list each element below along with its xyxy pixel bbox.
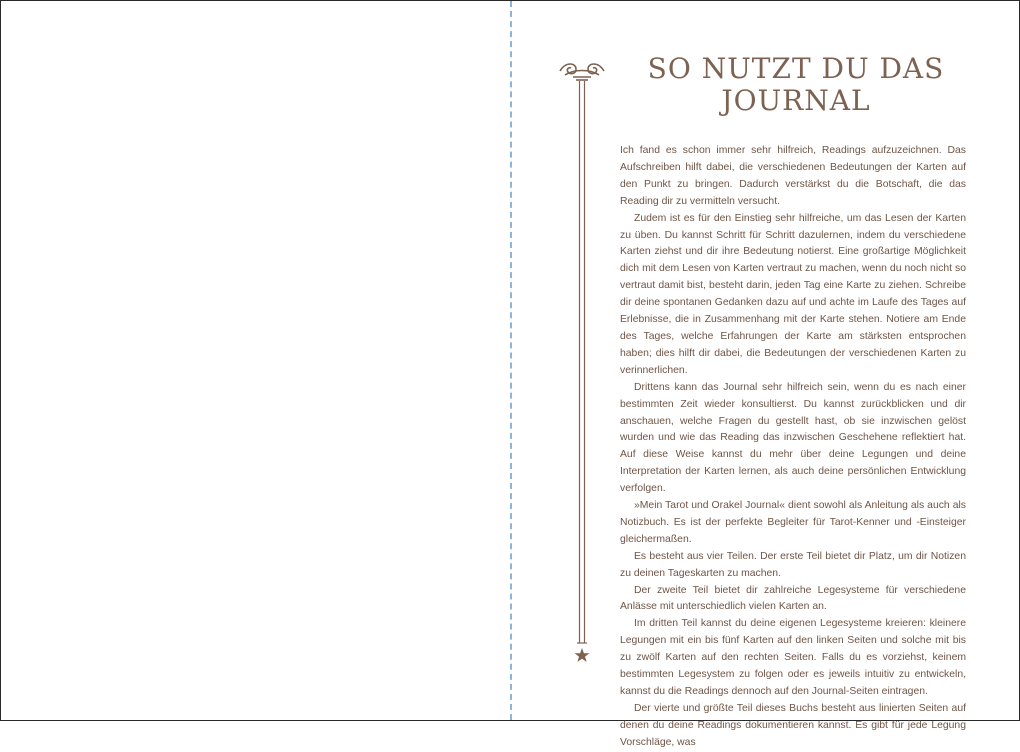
right-page <box>512 1 1019 748</box>
paragraph-5: Es besteht aus vier Teilen. Der erste Teil bietet dir Platz, um dir Notizen zu deinen Tageskarten zu machen. <box>620 550 966 579</box>
paragraph-8: Der vierte und größte Teil dieses Buchs besteht aus linierten Seiten auf denen du deine Readings dokumentieren kannst. Es gibt für jede Legung Vorschläge, was <box>620 702 966 748</box>
paragraph-7: Im dritten Teil kannst du deine eigenen Legesysteme kreieren: kleinere Legungen mit ein bis fünf Karten auf den linken Seiten und solche mit bis zu zwölf Karten auf den rechten Seiten. Falls du es vorziehst, keinem bestimmten Legesystem zu folgen oder es jeweils intuitiv zu entwickeln, kannst du die Readings dennoch auf den Journal-Seiten eintragen. <box>620 618 966 697</box>
column-ornament <box>556 57 608 667</box>
paragraph-2: Zudem ist es für den Einstieg sehr hilfreiche, um das Lesen der Karten zu üben. Du kannst Schritt für Schritt dazulernen, indem du verschiedene Karten ziehst und dir ihre Bedeutung notierst. Eine großartige Möglichkeit dich mit dem Lesen von Karten vertraut zu machen, wenn du noch nicht so vertraut damit bist, besteht darin, jeden Tag eine Karte zu ziehen. Schreibe dir deine spontanen Gedanken dazu auf und achte im Laufe des Tages auf Erlebnisse, die in Zusammenhang mit der Karte stehen. Notiere am Ende des Tages, welche Erfahrungen der Karte am stärksten entsprochen haben; dies hilft dir dabei, die Bedeutungen der verschiedenen Karten zu verinnerlichen. <box>620 212 966 376</box>
paragraph-6: Der zweite Teil bietet dir zahlreiche Legesysteme für verschiedene Anlässe mit unterschiedlich vielen Karten an. <box>620 584 966 613</box>
ionic-scroll-icon <box>560 64 604 80</box>
title-line-2: JOURNAL <box>721 84 871 117</box>
title-line-1: SO NUTZT DU DAS <box>647 52 945 85</box>
left-page-blank <box>1 1 511 720</box>
column-shaft <box>577 81 587 643</box>
paragraph-3: Drittens kann das Journal sehr hilfreich sein, wenn du es nach einer bestimmten Zeit wieder konsultierst. Du kannst zurückblicken und dir anschauen, welche Fragen du gestellt hast, ob sie inzwischen gelöst wurden und wie das Reading das inzwischen Geschehene reflektiert hat. Auf diese Weise kannst du mehr über deine Legungen und deine Interpretation der Karten lernen, als auch deine persönlichen Entwicklung verfolgen. <box>620 381 966 495</box>
star-icon <box>575 648 590 662</box>
page-title <box>616 53 976 117</box>
paragraph-1: Ich fand es schon immer sehr hilfreich, Readings aufzuzeichnen. Das Aufschreiben hilft dabei, die verschiedenen Bedeutungen der Karten auf den Punkt zu bringen. Dadurch verstärkst du die Botschaft, die das Reading dir zu vermitteln versucht. <box>620 145 966 207</box>
column-ornament-graphic <box>556 57 608 667</box>
body-text <box>620 143 966 752</box>
paragraph-4: »Mein Tarot und Orakel Journal« dient sowohl als Anleitung als auch als Notizbuch. Es ist der perfekte Begleiter für Tarot-Kenner und -Einsteiger gleichermaßen. <box>620 500 966 545</box>
